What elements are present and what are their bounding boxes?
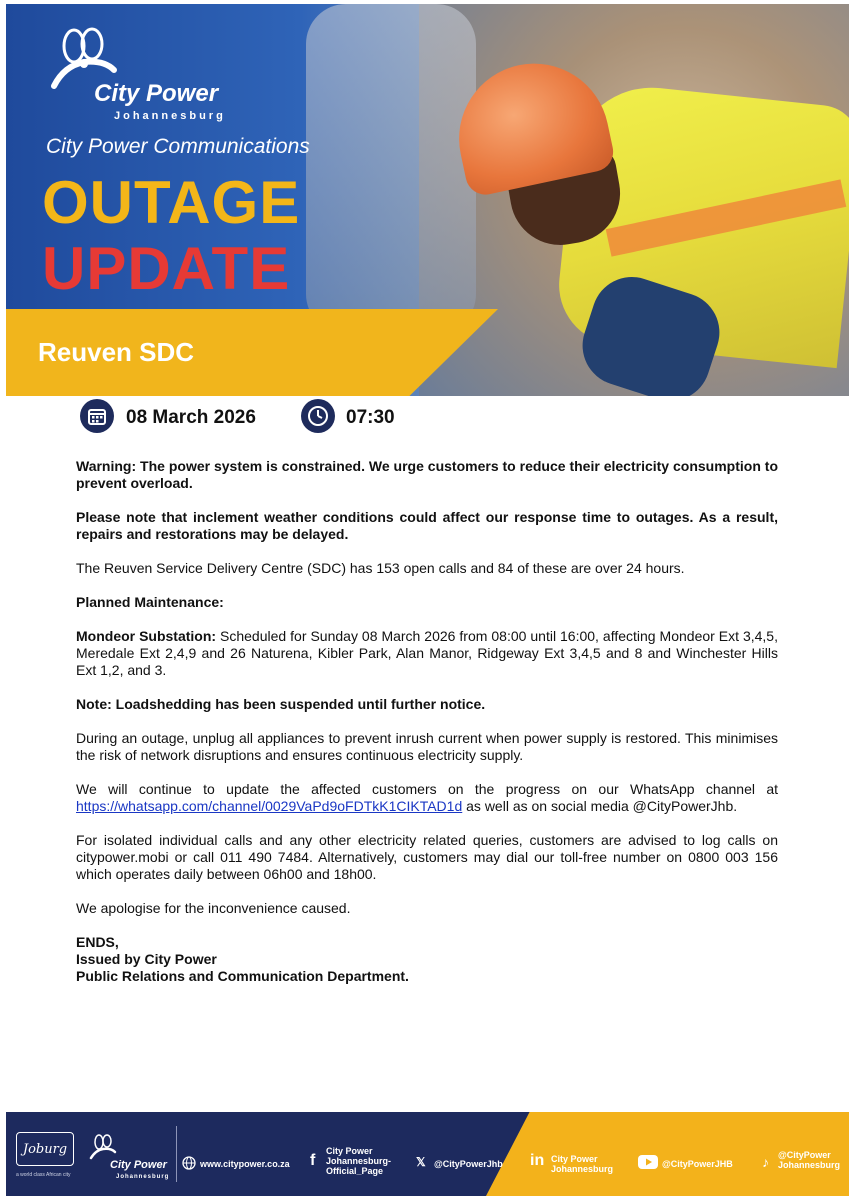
ends-line: ENDS,	[76, 934, 119, 950]
substation-text: Scheduled for Sunday 08 March 2026 from 08:00 until 16:00, affecting Mondeor Ext 3,4,5, Meredale Ext 2,4,9 and 26 Naturena, Kibler Park, Alan Manor, Ridgeway Ext 3,4,5 and 8 and Winchester Hills Ext 1,2, and 3.	[76, 628, 778, 678]
substation-paragraph	[76, 628, 778, 679]
footer	[6, 1112, 849, 1196]
joburg-logo: Joburg	[16, 1132, 74, 1166]
issued-line: Issued by City Power	[76, 951, 217, 967]
warning-paragraph: Warning: The power system is constrained. We urge customers to reduce their electricity consumption to prevent overload.	[76, 458, 778, 491]
footer-logo-name: City Power	[110, 1159, 167, 1171]
youtube-icon	[638, 1155, 658, 1169]
planned-maintenance-heading: Planned Maintenance:	[76, 594, 224, 610]
x-icon: 𝕏	[416, 1155, 426, 1169]
header-banner	[6, 4, 849, 396]
footer-logo-city: Johannesburg	[116, 1174, 170, 1180]
footer-divider	[176, 1126, 177, 1182]
footer-website[interactable]: www.citypower.co.za	[200, 1159, 290, 1169]
communications-label: City Power Communications	[46, 135, 310, 158]
joburg-tagline: a world class African city	[16, 1172, 71, 1178]
tiktok-icon: ♪	[762, 1154, 769, 1170]
footer-tiktok[interactable]: @CityPower Johannesburg	[778, 1150, 841, 1170]
isolated-calls-paragraph: For isolated individual calls and any other electricity related queries, customers are advised to log calls on citypower.mobi or call 011 490 7484. Alternatively, customers may dial our toll-free number on 0800 003 156 which operates daily between 06h00 and 18h00.	[76, 832, 778, 882]
calendar-icon	[80, 399, 114, 433]
whatsapp-pre: We will continue to update the affected customers on the progress on our WhatsApp channel at	[76, 781, 778, 797]
facebook-icon: f	[310, 1152, 316, 1169]
whatsapp-post: as well as on social media @CityPowerJhb.	[462, 798, 738, 814]
globe-icon	[182, 1156, 196, 1170]
sdc-title: Reuven SDC	[38, 337, 195, 367]
title-outage: OUTAGE	[42, 169, 301, 236]
logo-city: Johannesburg	[114, 110, 226, 122]
logo-name: City Power	[94, 80, 219, 107]
background-figure	[306, 4, 476, 334]
footer-x[interactable]: @CityPowerJhb	[434, 1159, 503, 1169]
footer-linkedin[interactable]: City Power Johannesburg	[551, 1154, 614, 1174]
unplug-paragraph: During an outage, unplug all appliances to prevent inrush current when power supply is restored. This minimises the risk of network disruptions and ensures continuous electricity supply.	[76, 730, 778, 763]
footer-youtube[interactable]: @CityPowerJHB	[662, 1159, 733, 1169]
weather-paragraph: Please note that inclement weather conditions could affect our response time to outages. As a result, repairs and restorations may be delayed.	[76, 509, 778, 542]
substation-label: Mondeor Substation:	[76, 628, 217, 644]
time-text: 07:30	[346, 407, 395, 428]
open-calls-paragraph: The Reuven Service Delivery Centre (SDC) has 153 open calls and 84 of these are over 24 hours.	[76, 560, 685, 576]
date-text: 08 March 2026	[126, 407, 256, 428]
loadshedding-note: Note: Loadshedding has been suspended until further notice.	[76, 696, 486, 712]
linkedin-icon: in	[530, 1152, 545, 1169]
clock-icon	[301, 399, 335, 433]
city-power-logo	[44, 26, 304, 126]
whatsapp-link[interactable]: https://whatsapp.com/channel/0029VaPd9oFDTkK1CIKTAD1d	[76, 798, 463, 814]
footer-dragonfly-icon	[88, 1134, 118, 1160]
title-update: UPDATE	[42, 235, 291, 302]
apology-paragraph: We apologise for the inconvenience caused.	[76, 900, 351, 916]
whatsapp-paragraph	[76, 781, 778, 815]
department-line: Public Relations and Communication Department.	[76, 968, 409, 984]
notice-body	[76, 458, 778, 985]
footer-facebook[interactable]: City Power Johannesburg-Official_Page	[326, 1146, 392, 1176]
